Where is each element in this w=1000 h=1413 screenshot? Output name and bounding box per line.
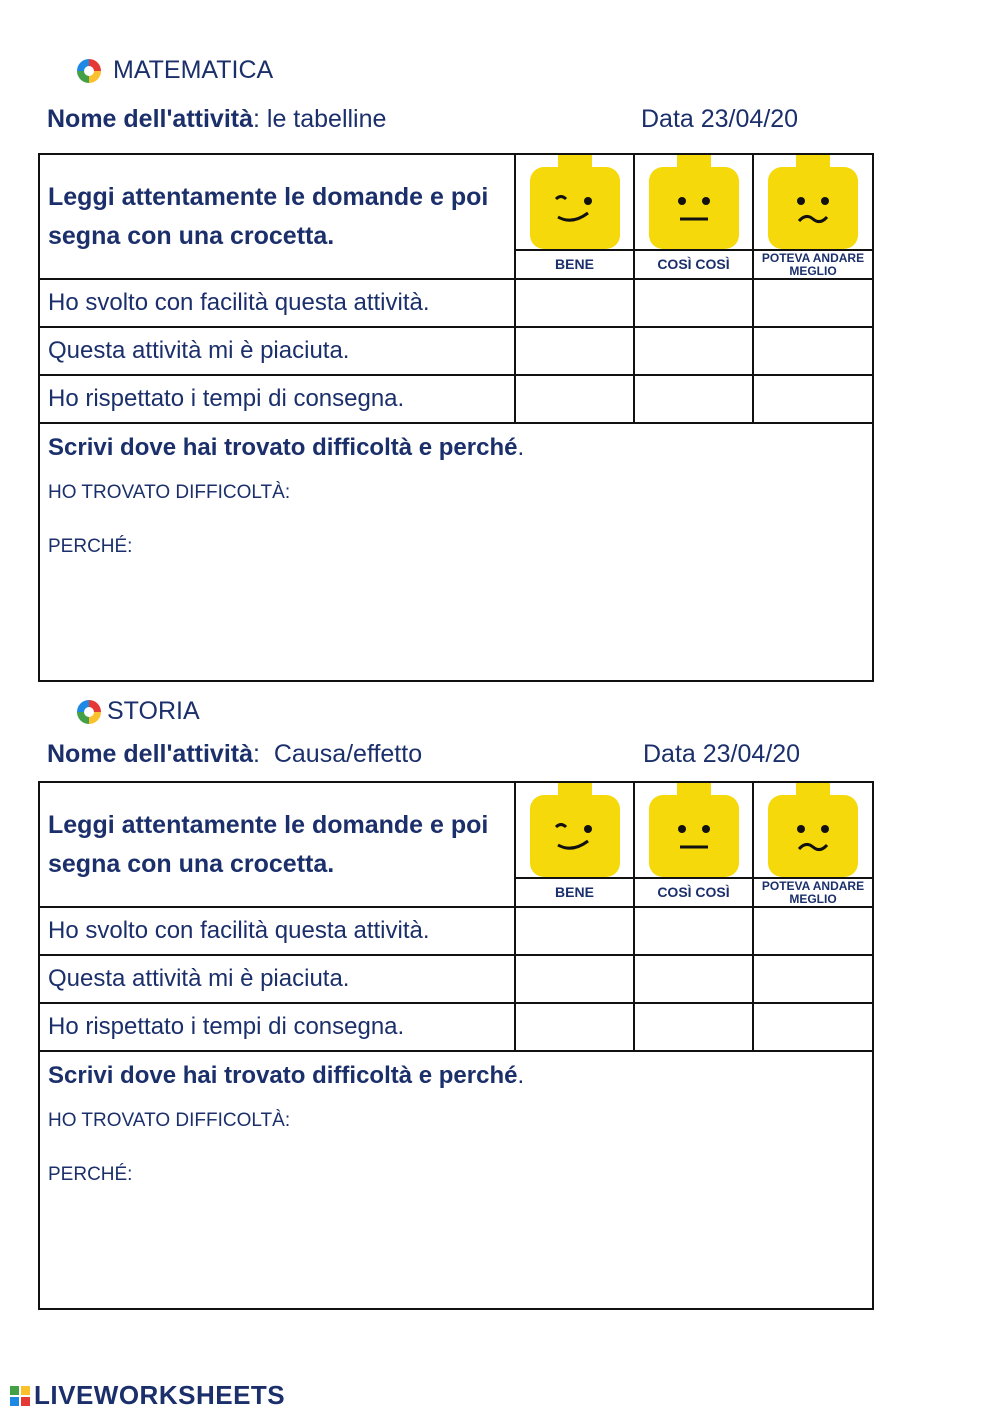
table-row: [39, 327, 873, 375]
mark-cell-bene[interactable]: [515, 1003, 634, 1051]
unsure-face-icon: [768, 155, 858, 249]
mark-cell-cosi-cosi[interactable]: [634, 279, 753, 327]
mark-cell-bene[interactable]: [515, 955, 634, 1003]
mark-cell-cosi-cosi[interactable]: [634, 1003, 753, 1051]
difficulty-area[interactable]: [39, 1051, 873, 1309]
activity-name: [47, 105, 386, 134]
table-row: [39, 955, 873, 1003]
table-row: [39, 907, 873, 955]
neutral-face-icon: [649, 155, 739, 249]
instructions: Leggi attentamente le domande e poi segna con una crocetta.: [39, 154, 515, 279]
subject-heading: [77, 56, 273, 85]
question-text: Ho rispettato i tempi di consegna.: [39, 1003, 515, 1051]
difficulty-area[interactable]: [39, 423, 873, 681]
mark-cell-poteva-andare-meglio[interactable]: [753, 375, 873, 423]
brand-name: LIVEWORKSHEETS: [34, 1380, 286, 1410]
face-bene: [515, 154, 634, 250]
question-text: Questa attività mi è piaciuta.: [39, 955, 515, 1003]
instructions: Leggi attentamente le domande e poi segna con una crocetta.: [39, 782, 515, 907]
question-text: Ho svolto con facilità questa attività.: [39, 279, 515, 327]
column-label-bene: BENE: [515, 250, 634, 279]
mark-cell-cosi-cosi[interactable]: [634, 955, 753, 1003]
happy-face-icon: [530, 155, 620, 249]
subject-heading: [77, 697, 200, 726]
mark-cell-bene[interactable]: [515, 907, 634, 955]
happy-face-icon: [530, 783, 620, 877]
difficulty-label: HO TROVATO DIFFICOLTÀ:: [48, 482, 291, 503]
mark-cell-bene[interactable]: [515, 327, 634, 375]
neutral-face-icon: [649, 783, 739, 877]
mark-cell-poteva-andare-meglio[interactable]: [753, 279, 873, 327]
liveworksheets-logo: [10, 1380, 285, 1411]
mark-cell-cosi-cosi[interactable]: [634, 375, 753, 423]
subject-logo-icon: [77, 700, 101, 724]
unsure-face-icon: [768, 783, 858, 877]
face-bene: [515, 782, 634, 878]
activity-date: Data 23/04/20: [643, 740, 801, 768]
column-label-cosi-cosi: COSÌ COSÌ: [634, 250, 753, 279]
mark-cell-bene[interactable]: [515, 375, 634, 423]
mark-cell-bene[interactable]: [515, 279, 634, 327]
column-label-cosi-cosi: COSÌ COSÌ: [634, 878, 753, 907]
difficulty-prompt: Scrivi dove hai trovato difficoltà e perché.: [48, 434, 525, 461]
mark-cell-poteva-andare-meglio[interactable]: [753, 907, 873, 955]
question-text: Questa attività mi è piaciuta.: [39, 327, 515, 375]
difficulty-prompt: Scrivi dove hai trovato difficoltà e perché.: [48, 1062, 525, 1089]
subject-title: MATEMATICA: [113, 56, 274, 84]
face-cosi-cosi: [634, 782, 753, 878]
evaluation-table: [38, 153, 874, 682]
question-text: Ho rispettato i tempi di consegna.: [39, 375, 515, 423]
question-text: Ho svolto con facilità questa attività.: [39, 907, 515, 955]
reason-label: PERCHÉ:: [48, 1164, 133, 1185]
difficulty-label: HO TROVATO DIFFICOLTÀ:: [48, 1110, 291, 1131]
brand-tiles-icon: [10, 1386, 30, 1406]
subject-title: STORIA: [107, 697, 200, 725]
table-row: [39, 279, 873, 327]
mark-cell-poteva-andare-meglio[interactable]: [753, 327, 873, 375]
activity-date: Data 23/04/20: [641, 105, 799, 133]
activity-label: Nome dell'attività: [47, 740, 253, 768]
column-label-poteva-andare-meglio: POTEVA ANDARE MEGLIO: [753, 878, 873, 907]
reason-label: PERCHÉ:: [48, 536, 133, 557]
column-label-bene: BENE: [515, 878, 634, 907]
subject-logo-icon: [77, 59, 101, 83]
face-cosi-cosi: [634, 154, 753, 250]
table-row: [39, 1003, 873, 1051]
face-poteva-andare-meglio: [753, 782, 873, 878]
face-poteva-andare-meglio: [753, 154, 873, 250]
mark-cell-poteva-andare-meglio[interactable]: [753, 955, 873, 1003]
mark-cell-poteva-andare-meglio[interactable]: [753, 1003, 873, 1051]
mark-cell-cosi-cosi[interactable]: [634, 907, 753, 955]
column-label-poteva-andare-meglio: POTEVA ANDARE MEGLIO: [753, 250, 873, 279]
activity-label: Nome dell'attività: [47, 105, 253, 133]
activity-value: : le tabelline: [253, 105, 387, 133]
mark-cell-cosi-cosi[interactable]: [634, 327, 753, 375]
activity-value: : Causa/effetto: [253, 740, 423, 768]
table-row: [39, 375, 873, 423]
evaluation-table: [38, 781, 874, 1310]
activity-name: [47, 740, 422, 769]
